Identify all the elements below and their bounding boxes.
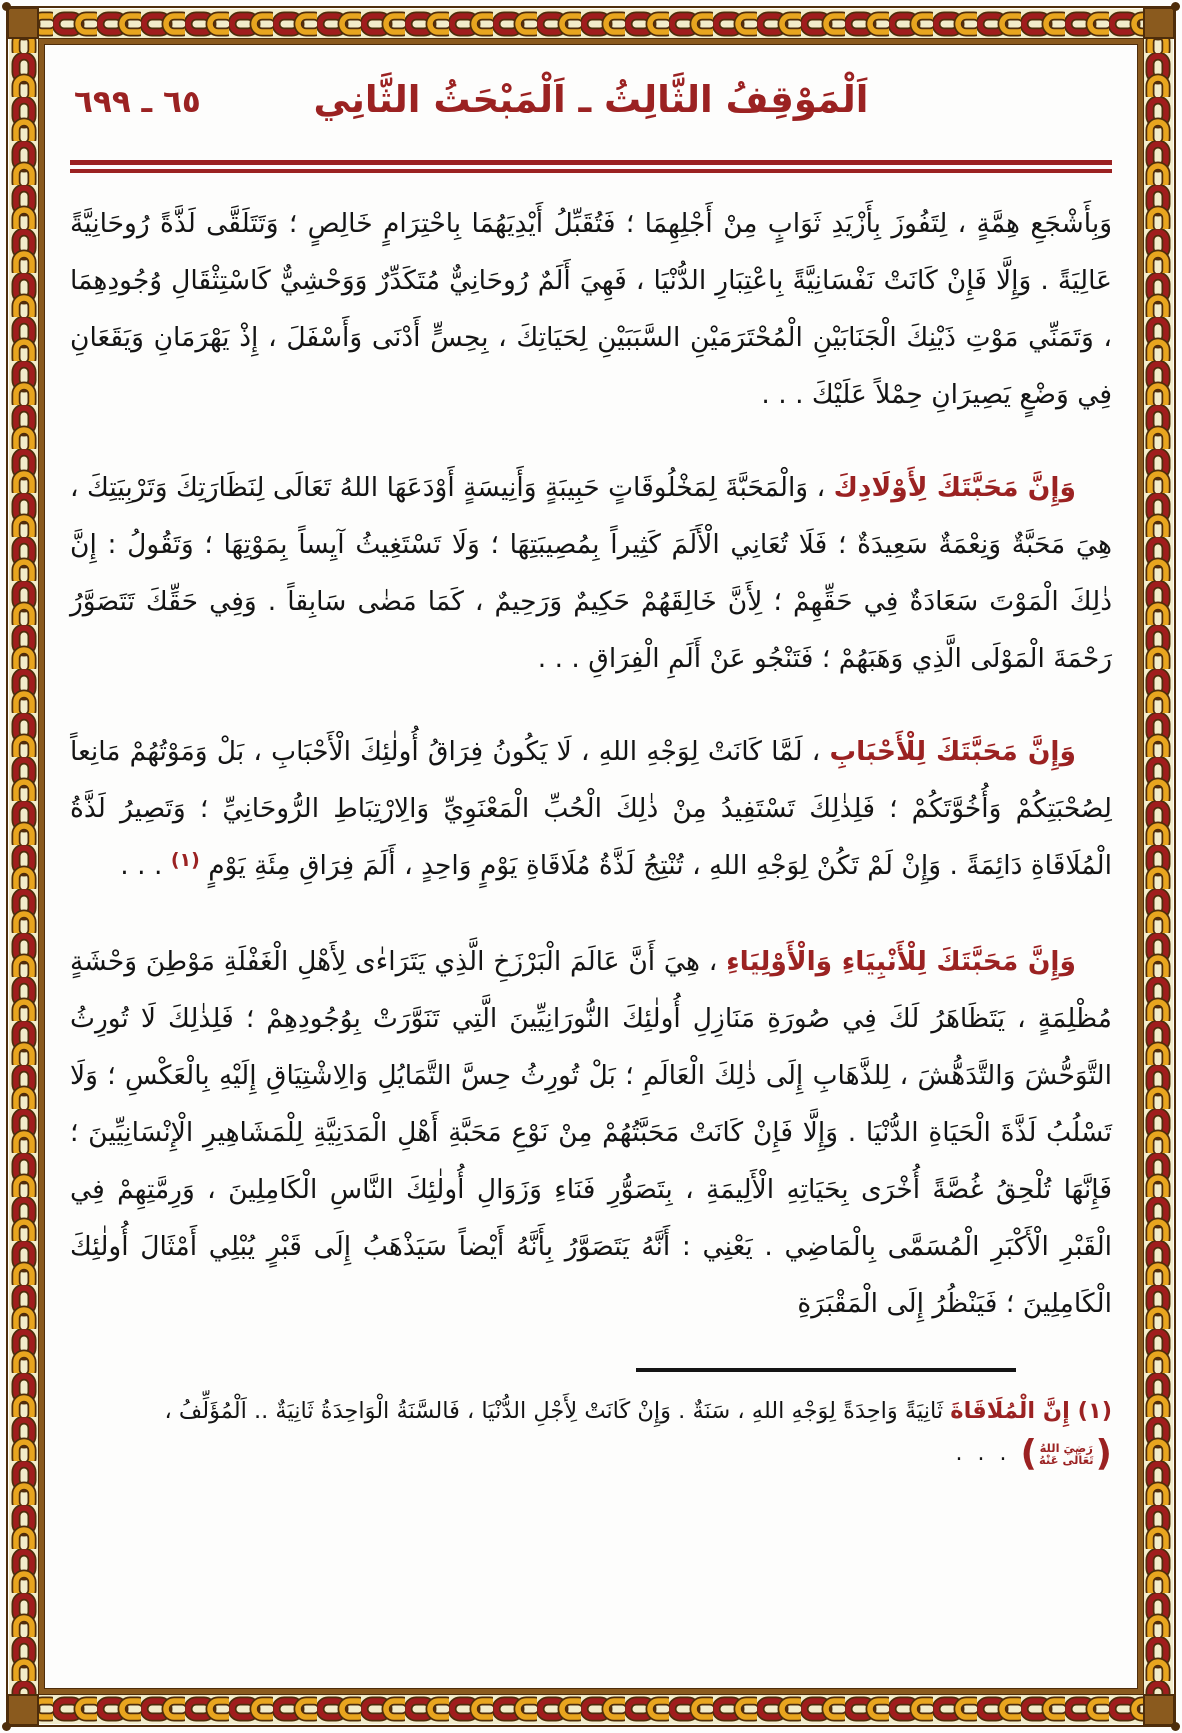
frame-chain-left — [9, 9, 39, 1724]
lead-beloved-love: وَإِنَّ مَحَبَّتَكَ لِلْأَحْبَابِ — [829, 736, 1076, 767]
paragraph-text: ، وَالْمَحَبَّةَ لِمَخْلُوقَاتٍ حَبِيبَةٍ وَأَنِيسَةٍ أَوْدَعَهَا اللهُ تَعَالَى لِنَظَارَتِكَ وَتَرْبِيَتِكَ ، هِيَ مَحَبَّةٌ وَنِعْمَةٌ سَعِيدَةٌ ؛ فَلَا تُعَانِي الْأَلَمَ كَثِيراً بِمُصِيبَتِهَا ؛ وَلَا تَسْتَغِيثُ آيِساً بِمَوْتِهَا ؛ وَتَقُولُ : إِنَّ ذٰلِكَ الْمَوْتَ سَعَادَةٌ فِي حَقِّهِمْ ؛ لِأَنَّ خَالِقَهُمْ حَكِيمٌ وَرَحِيمٌ ، كَمَا مَضٰى سَابِقاً . وَفِي حَقِّكَ تَتَصَوَّرُ رَحْمَةَ الْمَوْلَى الَّذِي وَهَبَهُمْ ؛ فَتَنْجُو عَنْ أَلَمِ الْفِرَاقِ . . . — [70, 472, 1112, 674]
body-text — [70, 195, 1112, 1332]
paragraph-text: ، هِيَ أَنَّ عَالَمَ الْبَرْزَخِ الَّذِي يَتَرَاءٰى لِأَهْلِ الْغَفْلَةِ مَوْطِنَ وَحْشَةٍ مُظْلِمَةٍ ، يَتَظَاهَرُ لَكَ فِي صُورَةِ مَنَازِلِ أُولٰئِكَ النُّورَانِيِّينَ الَّتِي تَنَوَّرَتْ بِوُجُودِهِمْ ؛ فَلِذٰلِكَ لَا تُورِثُ التَّوَحُّشَ وَالتَّدَهُّشَ ، لِلذَّهَابِ إِلَى ذٰلِكَ الْعَالَمِ ؛ بَلْ تُورِثُ حِسَّ التَّمَايُلِ وَالِاشْتِيَاقِ إِلَيْهِ بِالْعَكْسِ ؛ وَلَا تَسْلُبُ لَذَّةَ الْحَيَاةِ الدُّنْيَا . وَإِلَّا فَإِنْ كَانَتْ مَحَبَّتُهُمْ مِنْ نَوْعِ مَحَبَّةِ أَهْلِ الْمَدَنِيَّةِ لِلْمَشَاهِيرِ الْإِنْسَانِيِّينَ ؛ فَإِنَّهَا تُلْحِقُ غُصَّةً أُخْرَى بِحَيَاتِهِ الْأَلِيمَةِ ، بِتَصَوُّرِ فَنَاءِ وَزَوَالِ أُولٰئِكَ النَّاسِ الْكَامِلِينَ ، وَرِمَّتِهِمْ فِي الْقَبْرِ الْأَكْبَرِ الْمُسَمَّى بِالْمَاضِي . يَعْنِي : أَنَّهُ يَتَصَوَّرُ بِأَنَّهُ أَيْضاً سَيَذْهَبُ إِلَى قَبْرٍ يُبْلِي أَمْثَالَ أُولٰئِكَ الْكَامِلِينَ ؛ فَيَنْظُرُ إِلَى الْمَقْبَرَةِ — [70, 946, 1112, 1319]
seal-line-2: تَعَالٰى عَنْهُ — [1038, 1452, 1094, 1467]
frame-corner-top-right — [1143, 7, 1175, 39]
paragraph-prophets-love — [70, 933, 1112, 1332]
seal-line-1: رَضِيَ اللهُ — [1039, 1440, 1093, 1455]
footnote-text: ثَانِيَةً وَاحِدَةً لِوَجْهِ اللهِ ، سَنَةٌ . وَإِنْ كَانَتْ لِأَجْلِ الدُّنْيَا ، فَالسَّنَةُ الْوَاحِدَةُ ثَانِيَةٌ .. اَلْمُؤَلِّفُ ، — [164, 1398, 951, 1424]
paragraph-tail: . . . — [120, 850, 171, 881]
paragraph-children-love — [70, 459, 1112, 687]
lead-prophets-love: وَإِنَّ مَحَبَّتَكَ لِلْأَنْبِيَاءِ وَالْأَوْلِيَاءِ — [726, 946, 1076, 977]
page-content — [46, 44, 1136, 1689]
seal-open-paren: ( — [1095, 1432, 1112, 1474]
footnote-reference-1: (١) — [170, 849, 200, 871]
lead-children-love: وَإِنَّ مَحَبَّتَكَ لِأَوْلَادِكَ — [833, 472, 1076, 503]
page-title: اَلْمَوْقِفُ الثَّالِثُ ـ اَلْمَبْحَثُ الثَّانِي — [313, 78, 869, 121]
frame-corner-bottom-right — [1143, 1694, 1175, 1726]
footnote-line-1 — [70, 1390, 1112, 1432]
page-number: ٦٥ ـ ٦٩٩ — [74, 84, 201, 120]
header-rule-bottom — [70, 169, 1112, 173]
author-seal — [1020, 1432, 1112, 1474]
frame-corner-top-left — [7, 7, 39, 39]
footnote-marker-and-lead: (١) إِنَّ الْمُلَاقَاةَ — [950, 1398, 1112, 1424]
footnote-separator — [636, 1368, 1016, 1372]
footnote-ellipsis: . . . — [955, 1441, 1011, 1466]
frame-chain-right — [1143, 9, 1173, 1724]
seal-close-paren: ) — [1020, 1432, 1037, 1474]
frame-chain-top — [9, 9, 1173, 39]
header-rule-top — [70, 160, 1112, 165]
footnote — [70, 1390, 1112, 1475]
paragraph-text: ، لَمَّا كَانَتْ لِوَجْهِ اللهِ ، لَا يَكُونُ فِرَاقُ أُولٰئِكَ الْأَحْبَابِ ، بَلْ وَمَوْتُهُمْ مَانِعاً لِصُحْبَتِكُمْ وَأُخُوَّتَكُمْ ؛ فَلِذٰلِكَ تَسْتَفِيدُ مِنْ ذٰلِكَ الْحُبِّ الْمَعْنَوِيِّ وَالِارْتِبَاطِ الرُّوحَانِيِّ ؛ وَتَصِيرُ لَذَّةُ الْمُلَاقَاةِ دَائِمَةً . وَإِنْ لَمْ تَكُنْ لِوَجْهِ اللهِ ، تُنْتِجُ لَذَّةُ مُلَاقَاةِ يَوْمٍ وَاحِدٍ ، أَلَمَ فِرَاقِ مِئَةِ يَوْمٍ — [70, 736, 1112, 881]
footnote-line-2 — [70, 1432, 1112, 1475]
page-header — [70, 58, 1112, 144]
frame-corner-bottom-left — [7, 1694, 39, 1726]
paragraph-beloved-love — [70, 723, 1112, 897]
frame-chain-bottom — [9, 1694, 1173, 1724]
paragraph-text: وَبِأَشْجَعِ هِمَّةٍ ، لِتَفُوزَ بِأَزْيَدِ ثَوَابٍ مِنْ أَجْلِهِمَا ؛ فَتُقَبِّلُ أَيْدِيَهُمَا بِاحْتِرَامٍ خَالِصٍ ؛ وَتَتَلَقَّى لَذَّةً رُوحَانِيَّةً عَالِيَةً . وَإِلَّا فَإِنْ كَانَتْ نَفْسَانِيَّةً بِاعْتِبَارِ الدُّنْيَا ، فَهِيَ أَلَمٌ رُوحَانِيٌّ مُتَكَدِّرٌ وَوَحْشِيٌّ كَاسْتِثْقَالِ وُجُودِهِمَا ، وَتَمَنِّي مَوْتِ ذَيْنِكَ الْجَنَابَيْنِ الْمُحْتَرَمَيْنِ السَّبَبَيْنِ لِحَيَاتِكَ ، بِحِسٍّ أَدْنَى وَأَسْفَلَ ، إِذْ يَهْرَمَانِ وَيَقَعَانِ فِي وَضْعٍ يَصِيرَانِ حِمْلاً عَلَيْكَ . . . — [70, 208, 1112, 410]
seal-calligraphy — [1037, 1442, 1096, 1466]
paragraph-continuation — [70, 195, 1112, 423]
